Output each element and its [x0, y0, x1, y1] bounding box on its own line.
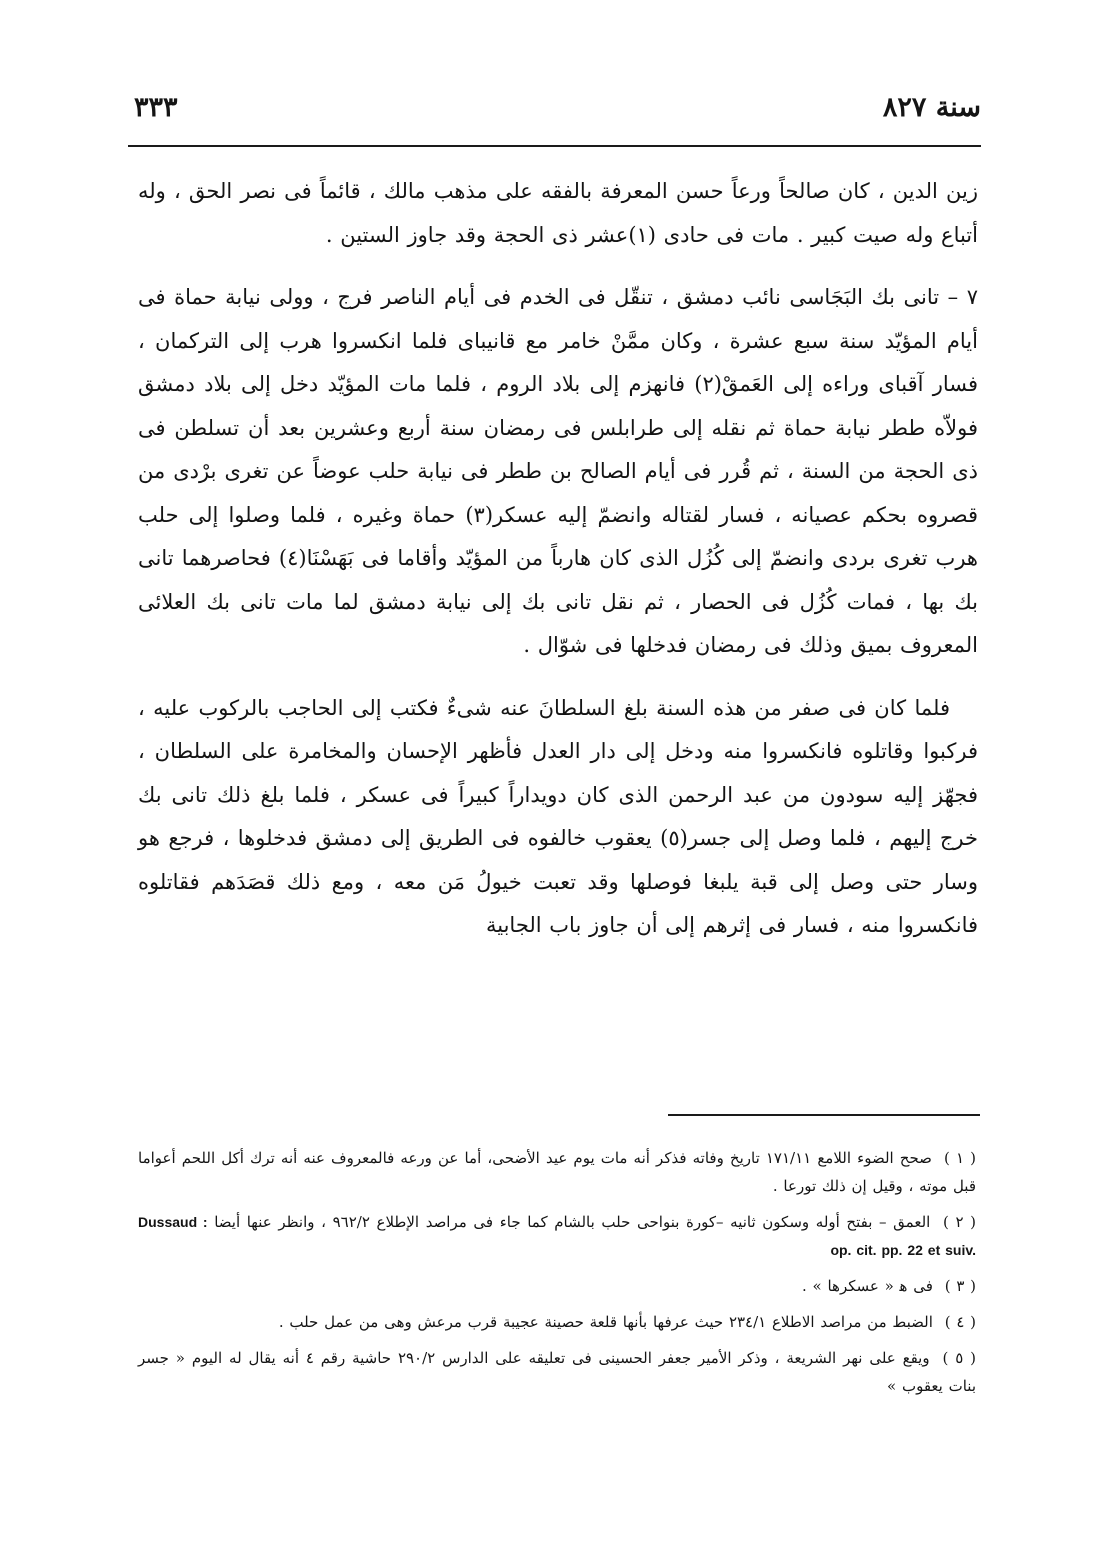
running-head — [128, 92, 981, 136]
footnote-marker: ( ٣ ) — [944, 1277, 976, 1295]
footnote-text: صحح الضوء اللامع ١٧١/١١ تاريخ وفاته فذكر أنه مات يوم عيد الأضحى، أما عن ورعه فالمعروف عنه أنه ترك أكل اللحم أعواما قبل موته ، وقيل إن ذلك تورعا . — [138, 1149, 976, 1195]
paragraph-1: زين الدين ، كان صالحاً ورعاً حسن المعرفة بالفقه على مذهب مالك ، قائماً فى نصر الحق ، وله أتباع وله صيت كبير . مات فى حادى (١)عشر ذى الحجة وقد جاوز الستين . — [138, 179, 978, 247]
footnote-marker: ( ٥ ) — [942, 1349, 977, 1367]
footnote-rule — [668, 1114, 980, 1116]
footnote-marker: ( ٤ ) — [944, 1313, 976, 1331]
footnote-2 — [138, 1208, 976, 1264]
footnote-text: الضبط من مراصد الاطلاع ٢٣٤/١ حيث عرفها بأنها قلعة حصينة عجيبة قرب مرعش وهى من عمل حلب . — [278, 1313, 933, 1331]
footnote-5 — [138, 1344, 976, 1400]
footnote-marker: ( ١ ) — [944, 1149, 976, 1167]
footnote-4 — [138, 1308, 976, 1336]
footnote-text: العمق – بفتح أوله وسكون ثانيه –كورة بنواحى حلب بالشام كما جاء فى مراصد الإطلاع ٩٦٢/٢ ، وانظر عنها أيضا — [214, 1213, 931, 1231]
main-text — [138, 170, 978, 948]
footnote-latin-reference: Dussaud : op. cit. pp. 22 et suiv. — [138, 1214, 976, 1258]
footnote-text: ويقع على نهر الشريعة ، وذكر الأمير جعفر الحسينى فى تعليقه على الدارس ٢٩٠/٢ حاشية رقم ٤ أنه يقال له اليوم « جسر بنات يعقوب » — [138, 1349, 976, 1395]
paragraph-3: فلما كان فى صفر من هذه السنة بلغ السلطانَ عنه شىءٌ فكتب إلى الحاجب بالركوب عليه ، فركبوا وقاتلوه فانكسروا منه ودخل إلى دار العدل فأظهر الإحسان والمخامرة على السلطان ، فجهّز إليه سودون من عبد الرحمن الذى كان دويداراً كبيراً فى عسكر ، فلما بلغ ذلك تانى بك خرج إليهم ، فلما وصل إلى جسر(٥) يعقوب خالفوه فى الطريق إلى دمشق فدخلوها ، فرجع هو وسار حتى وصل إلى قبة يلبغا فوصلها وقد تعبت خيولُ مَن معه ، ومع ذلك قصَدَهم فقاتلوه فانكسروا منه ، فسار فى إثرهم إلى أن جاوز باب الجابية — [138, 695, 978, 937]
footnote-3 — [138, 1272, 976, 1300]
page-number: ٣٣٣ — [134, 92, 178, 123]
header-rule — [128, 145, 981, 147]
footnote-text: فى ﻫ « عسكرها » . — [801, 1277, 933, 1295]
year-heading: سنة ٨٢٧ — [882, 92, 981, 123]
footnote-1 — [138, 1144, 976, 1200]
footnotes — [138, 1144, 976, 1408]
footnote-marker: ( ٢ ) — [942, 1213, 976, 1231]
paragraph-2-biography: ٧ – تانى بك البَجَاسى نائب دمشق ، تنقّل فى الخدم فى أيام الناصر فرج ، وولى نيابة حماة فى أيام المؤيّد سنة سبع عشرة ، وكان ممَّنْ خامر مع قانيباى فلما انكسروا هرب إلى التركمان ، فسار آقباى وراءه إلى العَمقْ(٢) فانهزم إلى بلاد الروم ، فلما مات المؤيّد دخل إلى بلاد دمشق فولاّه ططر نيابة حماة ثم نقله إلى طرابلس فى رمضان سنة أربع وعشرين بعد أن تسلطن فى ذى الحجة من السنة ، ثم قُرر فى أيام الصالح بن ططر فى نيابة حلب عوضاً عن تغرى برْدى من قصروه بحكم عصيانه ، فسار لقتاله وانضمّ إليه عسكر(٣) حماة وغيره ، فلما وصلوا إلى حلب هرب تغرى بردى وانضمّ إلى كُزُل الذى كان هارباً من المؤيّد وأقاما فى بَهَسْنَا(٤) فحاصرهما تانى بك بها ، فمات كُزُل فى الحصار ، ثم نقل تانى بك إلى نيابة دمشق لما مات تانى بك العلائى المعروف بميق وذلك فى رمضان فدخلها فى شوّال . — [138, 285, 979, 657]
